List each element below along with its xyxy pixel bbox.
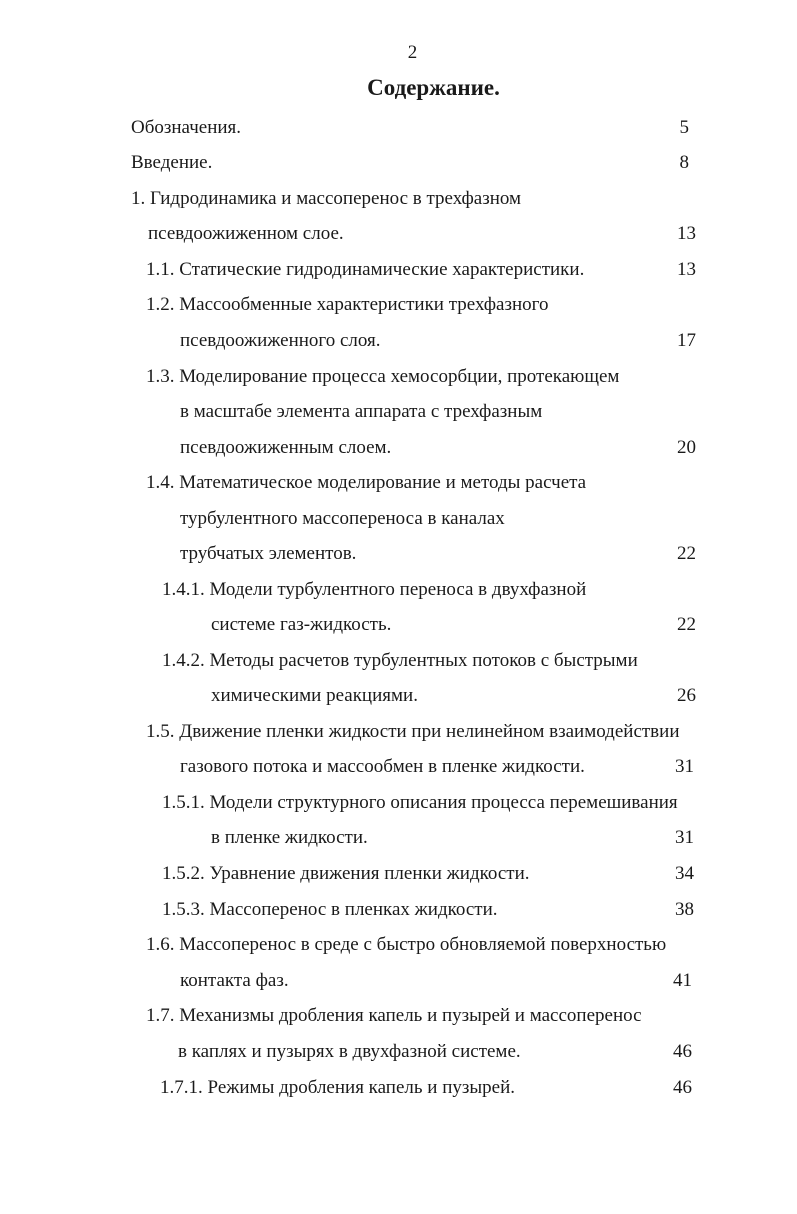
toc-entry-ch1: 1. Гидродинамика и массоперенос в трехфазном (131, 188, 522, 209)
page-number: 2 (407, 42, 418, 63)
toc-entry-notation: Обозначения. (131, 117, 242, 138)
toc-entry-1-4: 1.4. Математическое моделирование и методы расчета (146, 472, 587, 493)
toc-entry-1-5: 1.5. Движение пленки жидкости при нелинейном взаимодействии (146, 721, 680, 742)
toc-page-1-4-1: 22 (677, 614, 696, 635)
toc-entry-ch1-cont: псевдоожиженном слое. (148, 223, 344, 244)
toc-page-1-3: 20 (677, 437, 696, 458)
toc-page-1-7: 46 (673, 1041, 692, 1062)
toc-page-ch1: 13 (677, 223, 696, 244)
toc-entry-1-7-cont: в каплях и пузырях в двухфазной системе. (178, 1041, 521, 1062)
toc-entry-1-3-cont1: в масштабе элемента аппарата с трехфазным (180, 401, 543, 422)
toc-title: Содержание. (367, 75, 500, 100)
toc-page-1-5-1: 31 (675, 827, 694, 848)
toc-entry-1-2-cont: псевдоожиженного слоя. (180, 330, 381, 351)
toc-entry-1-4-1: 1.4.1. Модели турбулентного переноса в двухфазной (162, 579, 587, 600)
toc-page-1-4: 22 (677, 543, 696, 564)
toc-page-notation: 5 (679, 117, 689, 138)
toc-entry-1-6-cont: контакта фаз. (180, 970, 289, 991)
toc-entry-1-7-1: 1.7.1. Режимы дробления капель и пузырей. (160, 1077, 516, 1098)
toc-entry-1-3: 1.3. Моделирование процесса хемосорбции, протекающем (146, 366, 620, 387)
toc-page-1-1: 13 (677, 259, 696, 280)
toc-entry-1-4-2-cont: химическими реакциями. (211, 685, 418, 706)
toc-entry-1-5-1-cont: в пленке жидкости. (211, 827, 368, 848)
toc-entry-1-4-2: 1.4.2. Методы расчетов турбулентных потоков с быстрыми (162, 650, 638, 671)
toc-page-1-2: 17 (677, 330, 696, 351)
toc-page-1-5-3: 38 (675, 899, 694, 920)
toc-entry-1-4-cont1: турбулентного массопереноса в каналах (180, 508, 505, 529)
toc-page-1-5-2: 34 (675, 863, 694, 884)
toc-entry-1-7: 1.7. Механизмы дробления капель и пузырей и массоперенос (146, 1005, 642, 1026)
toc-page-1-7-1: 46 (673, 1077, 692, 1098)
toc-entry-intro: Введение. (131, 152, 213, 173)
toc-page-1-6: 41 (673, 970, 692, 991)
toc-page-1-4-2: 26 (677, 685, 696, 706)
toc-page-1-5: 31 (675, 756, 694, 777)
toc-entry-1-1: 1.1. Статические гидродинамические характеристики. (146, 259, 585, 280)
toc-page-intro: 8 (679, 152, 689, 173)
toc-entry-1-5-1: 1.5.1. Модели структурного описания процесса перемешивания (162, 792, 678, 813)
toc-entry-1-6: 1.6. Массоперенос в среде с быстро обновляемой поверхностью (146, 934, 667, 955)
toc-entry-1-5-cont: газового потока и массообмен в пленке жидкости. (180, 756, 585, 777)
toc-entry-1-5-2: 1.5.2. Уравнение движения пленки жидкости. (162, 863, 530, 884)
toc-entry-1-4-cont2: трубчатых элементов. (180, 543, 357, 564)
toc-entry-1-4-1-cont: системе газ-жидкость. (211, 614, 392, 635)
toc-entry-1-5-3: 1.5.3. Массоперенос в пленках жидкости. (162, 899, 498, 920)
toc-entry-1-3-cont2: псевдоожиженным слоем. (180, 437, 392, 458)
toc-entry-1-2: 1.2. Массообменные характеристики трехфазного (146, 294, 549, 315)
